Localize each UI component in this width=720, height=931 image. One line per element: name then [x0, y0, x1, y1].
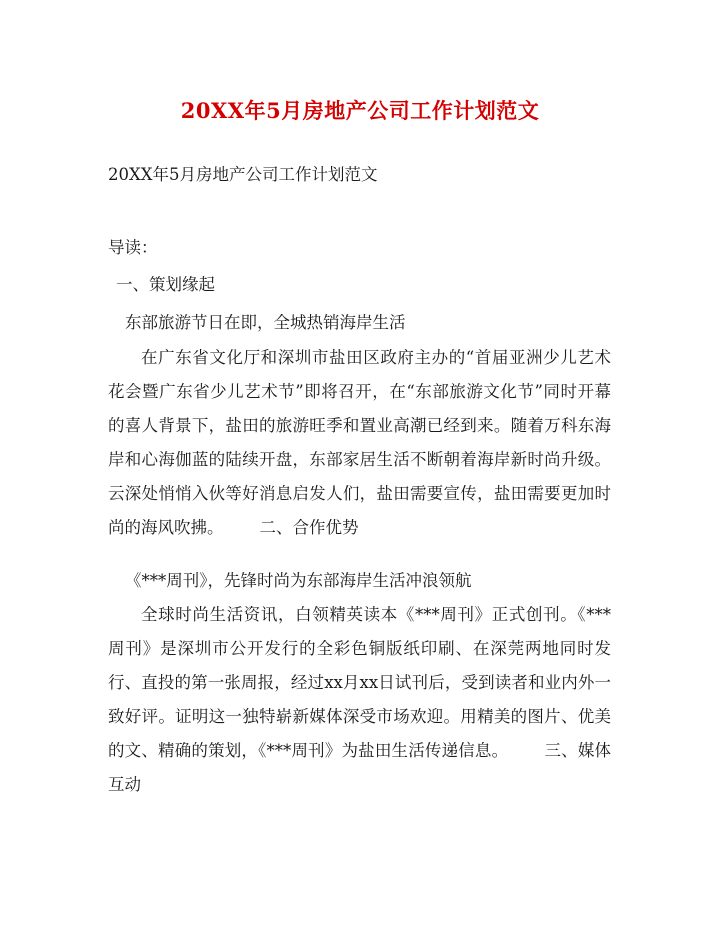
section-heading-2: 二、合作优势: [259, 518, 359, 537]
section-subheading-1: 东部旅游节日在即，全城热销海岸生活: [125, 313, 406, 332]
section-heading-1: 一、策划缘起: [116, 275, 215, 294]
section-subheading-2: 《***周刊》，先锋时尚为东部海岸生活冲浪领航: [125, 571, 472, 590]
paragraph-1: [108, 341, 611, 545]
lead-label: 导读：: [108, 238, 158, 257]
document-subtitle: 20XX年5月房地产公司工作计划范文: [108, 165, 378, 184]
document-title: 20XX年5月房地产公司工作计划范文: [180, 98, 540, 123]
paragraph-2-text: 全球时尚生活资讯，白领精英读本《***周刊》正式创刊。《***周刊》是深圳市公开发行的全彩色铜版纸印刷、在深莞两地同时发行、直投的第一张周报，经过xx月xx日试刊后，受到读者和业内外一致好评。证明这一独特崭新媒体深受市场欢迎。用精美的图片、优美的文、精确的策划，《***周刊》为盐田生活传递信息。: [108, 605, 611, 760]
paragraph-1-text: 在广东省文化厅和深圳市盐田区政府主办的“首届亚洲少儿艺术花会暨广东省少儿艺术节”即将召开，在“东部旅游文化节”同时开幕的喜人背景下，盐田的旅游旺季和置业高潮已经到来。随着万科东海岸和心海伽蓝的陆续开盘，东部家居生活不断朝着海岸新时尚升级。云深处悄悄入伙等好消息启发人们，盐田需要宣传，盐田需要更加时尚的海风吹拂。: [108, 348, 611, 537]
section-heading-3: 三、媒体互动: [108, 741, 612, 794]
paragraph-2: [108, 598, 611, 802]
